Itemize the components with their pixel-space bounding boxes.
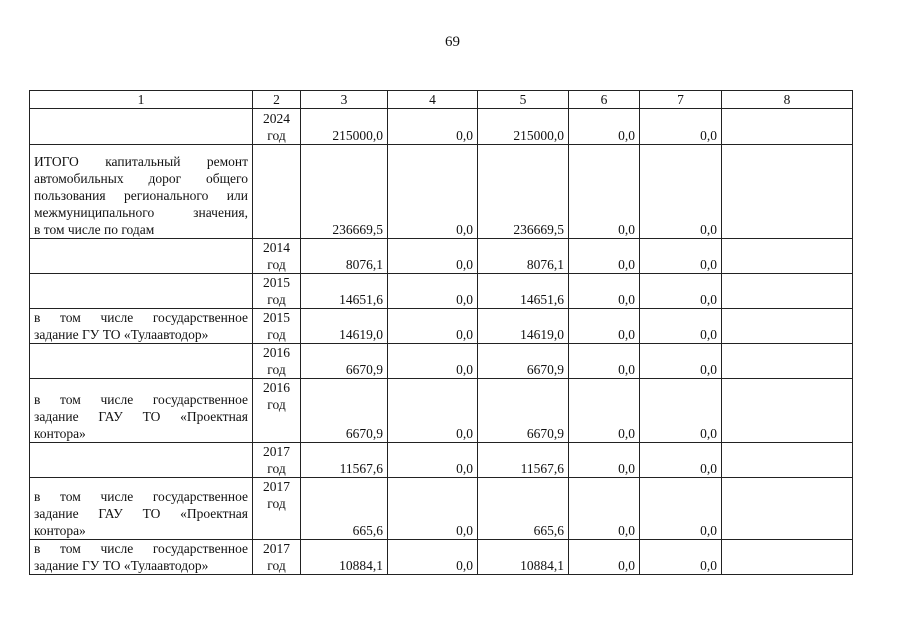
year-text: 2015	[263, 310, 290, 325]
year-cell	[253, 274, 301, 309]
table-row	[30, 443, 853, 478]
page-number: 69	[445, 34, 460, 50]
value-cell-c6: 0,0	[569, 540, 640, 575]
value-cell-c5: 6670,9	[478, 379, 569, 443]
row-label-line: в том числе по годам	[34, 222, 155, 237]
value-cell-c6: 0,0	[569, 109, 640, 145]
row-label-line: задание ГУ ТО «Тулаавтодор»	[34, 327, 209, 342]
row-label-line: в том числе государственное	[34, 310, 248, 325]
value-cell-c3: 236669,5	[301, 145, 388, 239]
year-text: 2024	[263, 111, 290, 126]
value-cell-c7: 0,0	[640, 145, 722, 239]
row-label	[30, 309, 253, 344]
table-header-row	[30, 91, 853, 109]
table-row	[30, 309, 853, 344]
value-cell-c4: 0,0	[388, 239, 478, 274]
value-cell-c4: 0,0	[388, 443, 478, 478]
value-cell-c8	[722, 478, 853, 540]
row-label-line: задание ГУ ТО «Тулаавтодор»	[34, 558, 209, 573]
value-cell-c3: 665,6	[301, 478, 388, 540]
year-text: 2017	[263, 444, 290, 459]
value-cell-c3: 10884,1	[301, 540, 388, 575]
column-header: 5	[478, 91, 569, 109]
value-cell-c3: 14619,0	[301, 309, 388, 344]
value-cell-c5: 11567,6	[478, 443, 569, 478]
column-header: 1	[30, 91, 253, 109]
table-row	[30, 344, 853, 379]
year-text: год	[267, 558, 286, 573]
year-text: 2017	[263, 541, 290, 556]
value-cell-c5: 236669,5	[478, 145, 569, 239]
row-label-line: в том числе государственное	[34, 489, 248, 504]
value-cell-c4: 0,0	[388, 109, 478, 145]
value-cell-c7: 0,0	[640, 239, 722, 274]
value-cell-c5: 14619,0	[478, 309, 569, 344]
value-cell-c7: 0,0	[640, 309, 722, 344]
table-row	[30, 274, 853, 309]
year-text: год	[267, 397, 286, 412]
year-cell	[253, 478, 301, 540]
value-cell-c7: 0,0	[640, 344, 722, 379]
value-cell-c8	[722, 274, 853, 309]
table-row	[30, 239, 853, 274]
value-cell-c8	[722, 443, 853, 478]
value-cell-c8	[722, 344, 853, 379]
column-header: 7	[640, 91, 722, 109]
year-cell	[253, 540, 301, 575]
year-text: год	[267, 362, 286, 377]
value-cell-c8	[722, 109, 853, 145]
value-cell-c8	[722, 145, 853, 239]
value-cell-c7: 0,0	[640, 379, 722, 443]
year-cell	[253, 379, 301, 443]
value-cell-c6: 0,0	[569, 443, 640, 478]
table-row	[30, 540, 853, 575]
value-cell-c5: 6670,9	[478, 344, 569, 379]
value-cell-c4: 0,0	[388, 309, 478, 344]
value-cell-c4: 0,0	[388, 344, 478, 379]
value-cell-c5: 665,6	[478, 478, 569, 540]
value-cell-c3: 11567,6	[301, 443, 388, 478]
column-header: 8	[722, 91, 853, 109]
value-cell-c8	[722, 379, 853, 443]
value-cell-c4: 0,0	[388, 478, 478, 540]
year-text: 2017	[263, 479, 290, 494]
row-label-line: автомобильных дорог общего	[34, 171, 248, 186]
value-cell-c4: 0,0	[388, 274, 478, 309]
year-cell	[253, 443, 301, 478]
table-row	[30, 478, 853, 540]
value-cell-c6: 0,0	[569, 478, 640, 540]
row-label	[30, 239, 253, 274]
value-cell-c4: 0,0	[388, 379, 478, 443]
table-row	[30, 379, 853, 443]
value-cell-c4: 0,0	[388, 145, 478, 239]
value-cell-c6: 0,0	[569, 309, 640, 344]
value-cell-c6: 0,0	[569, 274, 640, 309]
year-text: год	[267, 257, 286, 272]
column-header: 3	[301, 91, 388, 109]
row-label	[30, 145, 253, 239]
value-cell-c7: 0,0	[640, 540, 722, 575]
row-label-line: ИТОГО капитальный ремонт	[34, 154, 248, 169]
row-label-line: пользования регионального или	[34, 188, 248, 203]
row-label-line: контора»	[34, 426, 86, 441]
value-cell-c3: 6670,9	[301, 344, 388, 379]
row-label	[30, 478, 253, 540]
value-cell-c4: 0,0	[388, 540, 478, 575]
row-label-line: контора»	[34, 523, 86, 538]
value-cell-c5: 14651,6	[478, 274, 569, 309]
value-cell-c3: 6670,9	[301, 379, 388, 443]
column-header: 6	[569, 91, 640, 109]
year-cell	[253, 239, 301, 274]
column-header: 2	[253, 91, 301, 109]
row-label	[30, 109, 253, 145]
year-text: 2016	[263, 380, 290, 395]
year-text: год	[267, 292, 286, 307]
value-cell-c8	[722, 239, 853, 274]
row-label	[30, 540, 253, 575]
value-cell-c8	[722, 540, 853, 575]
table-row	[30, 145, 853, 239]
row-label-line: задание ГАУ ТО «Проектная	[34, 409, 248, 424]
value-cell-c6: 0,0	[569, 379, 640, 443]
year-text: год	[267, 128, 286, 143]
year-text: год	[267, 327, 286, 342]
row-label-line: межмуниципального значения,	[34, 205, 248, 220]
row-label-line: задание ГАУ ТО «Проектная	[34, 506, 248, 521]
row-label	[30, 274, 253, 309]
year-text: 2016	[263, 345, 290, 360]
value-cell-c5: 10884,1	[478, 540, 569, 575]
year-text: год	[267, 461, 286, 476]
budget-table	[29, 90, 853, 575]
value-cell-c7: 0,0	[640, 443, 722, 478]
value-cell-c6: 0,0	[569, 239, 640, 274]
row-label-line: в том числе государственное	[34, 392, 248, 407]
row-label	[30, 344, 253, 379]
row-label-line: в том числе государственное	[34, 541, 248, 556]
value-cell-c3: 8076,1	[301, 239, 388, 274]
year-cell	[253, 145, 301, 239]
value-cell-c5: 215000,0	[478, 109, 569, 145]
value-cell-c6: 0,0	[569, 145, 640, 239]
value-cell-c3: 215000,0	[301, 109, 388, 145]
year-text: год	[267, 496, 286, 511]
row-label	[30, 379, 253, 443]
value-cell-c8	[722, 309, 853, 344]
row-label	[30, 443, 253, 478]
year-text: 2015	[263, 275, 290, 290]
year-cell	[253, 309, 301, 344]
value-cell-c7: 0,0	[640, 274, 722, 309]
value-cell-c7: 0,0	[640, 478, 722, 540]
year-text: 2014	[263, 240, 290, 255]
table-row	[30, 109, 853, 145]
value-cell-c3: 14651,6	[301, 274, 388, 309]
year-cell	[253, 344, 301, 379]
value-cell-c5: 8076,1	[478, 239, 569, 274]
value-cell-c7: 0,0	[640, 109, 722, 145]
year-cell	[253, 109, 301, 145]
value-cell-c6: 0,0	[569, 344, 640, 379]
column-header: 4	[388, 91, 478, 109]
